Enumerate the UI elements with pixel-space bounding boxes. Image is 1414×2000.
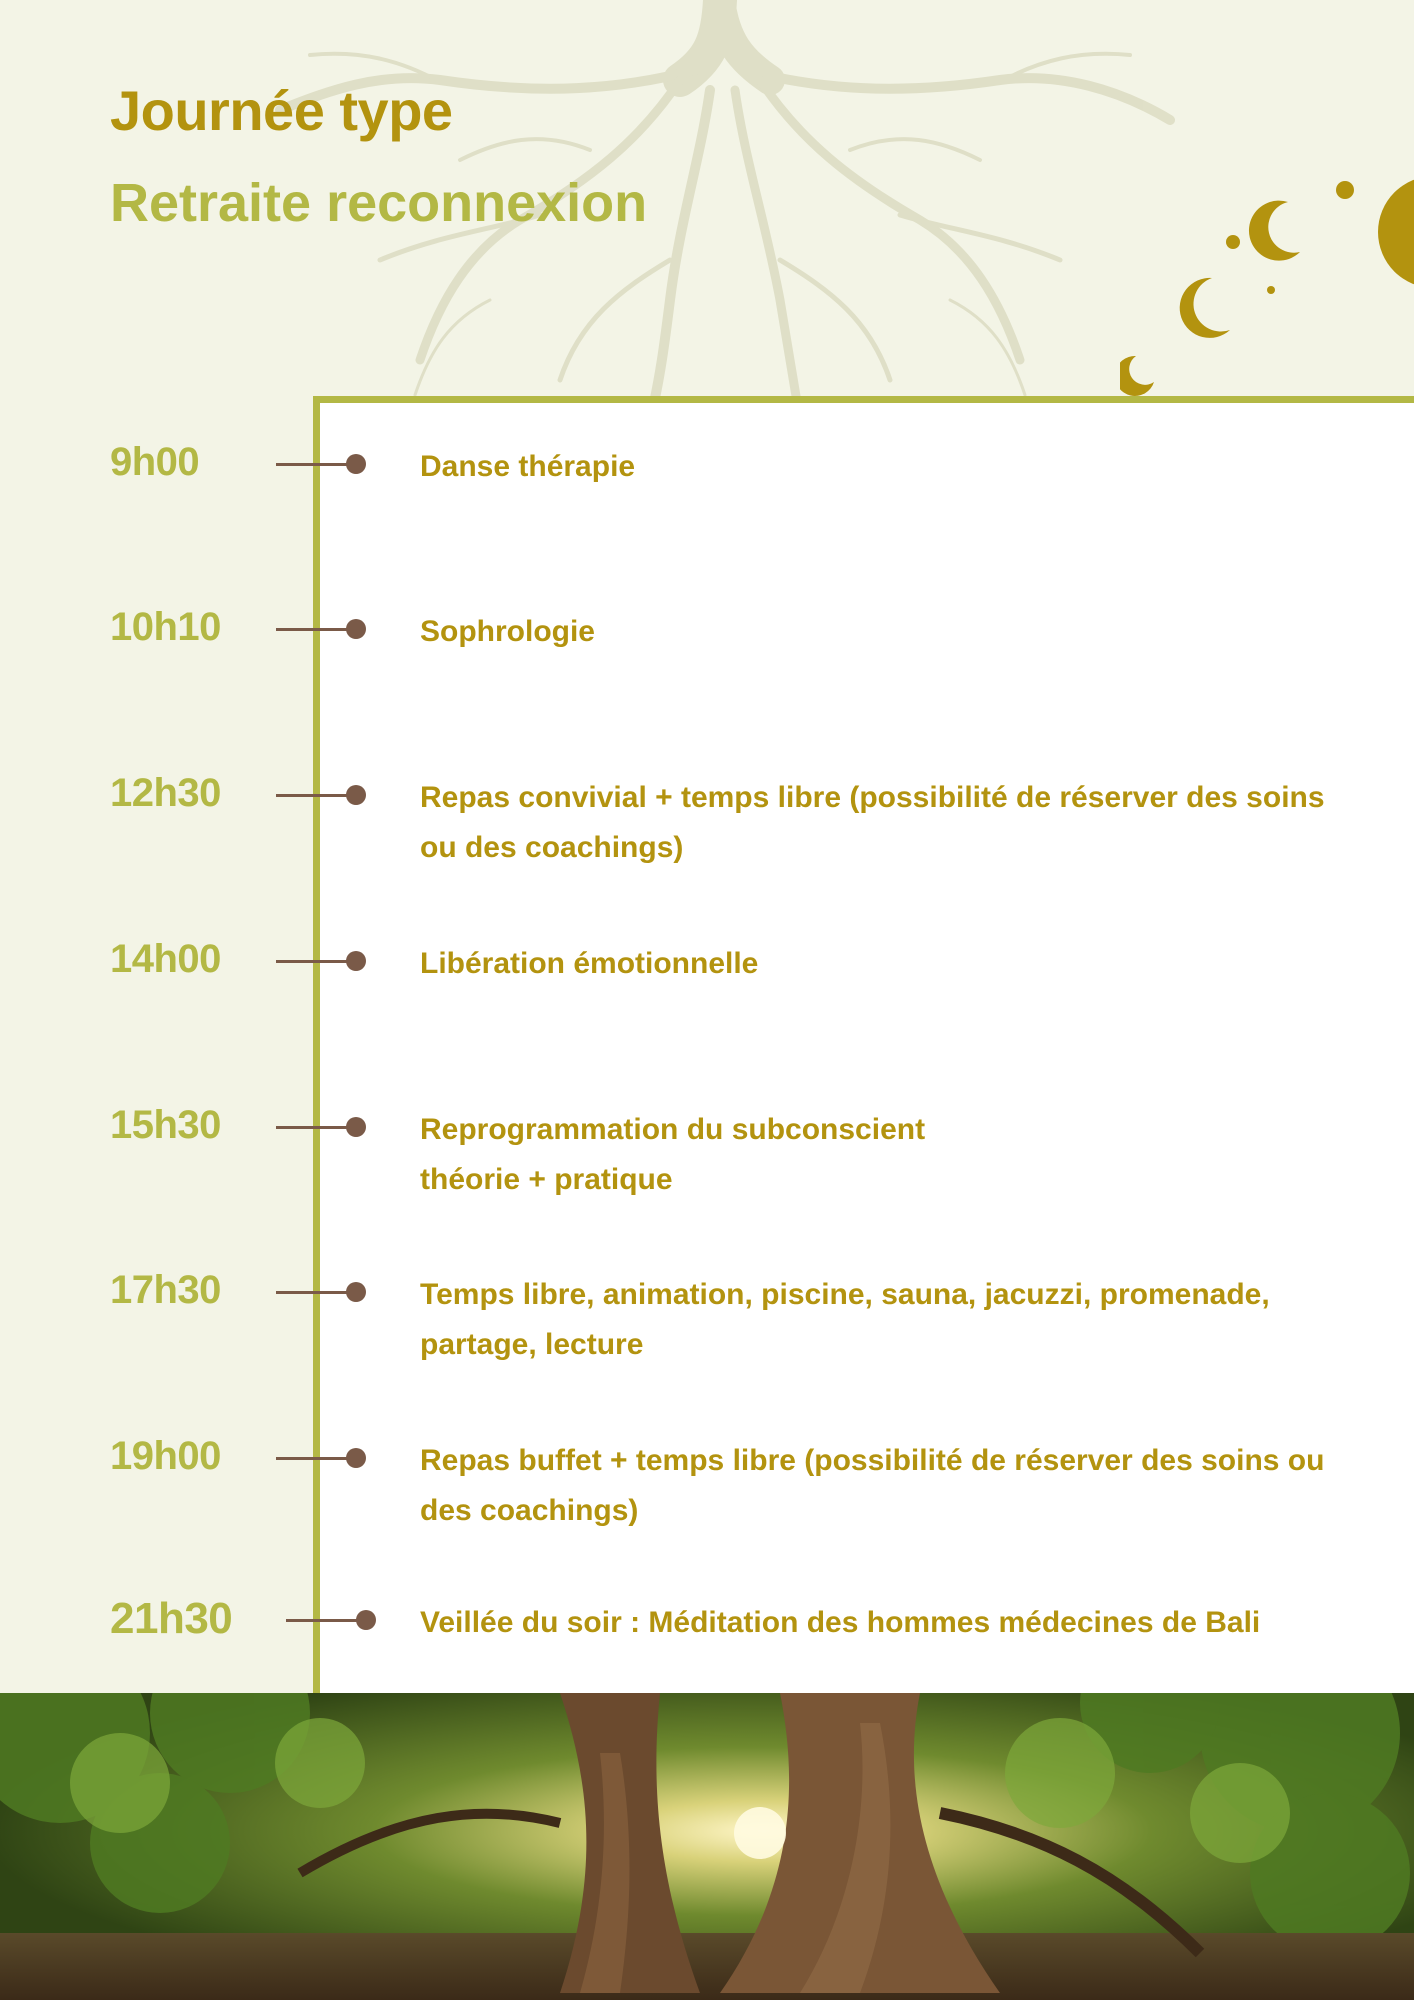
entry-activity: Repas buffet + temps libre (possibilité de réserver des soins ou des coachings): [420, 1444, 1325, 1527]
timeline-connector: [276, 463, 356, 466]
timeline-connector: [276, 1291, 356, 1294]
timeline-connector: [276, 794, 356, 797]
timeline-dot: [346, 619, 366, 639]
entry-activity: Temps libre, animation, piscine, sauna, jacuzzi, promenade, partage, lecture: [420, 1278, 1270, 1361]
timeline-dot: [346, 785, 366, 805]
schedule-entry: [0, 1268, 1414, 1372]
schedule-entry: [0, 1103, 1414, 1207]
page-title: Journée type: [110, 79, 453, 142]
schedule-entry: [0, 605, 1414, 709]
page-subtitle: Retraite reconnexion: [110, 173, 648, 233]
schedule-entry: [0, 440, 1414, 544]
entry-time: 12h30: [110, 771, 221, 815]
schedule-entry: [0, 771, 1414, 875]
entry-activity: Repas convivial + temps libre (possibilité de réserver des soins ou des coachings): [420, 781, 1325, 864]
entry-activity: Libération émotionnelle: [420, 947, 759, 980]
entry-time: 17h30: [110, 1268, 221, 1312]
entry-time: 19h00: [110, 1434, 221, 1478]
entry-activity: Veillée du soir : Méditation des hommes médecines de Bali: [420, 1606, 1261, 1639]
entry-time: 9h00: [110, 440, 200, 484]
timeline-dot: [346, 454, 366, 474]
timeline-connector: [276, 960, 356, 963]
entry-activity: Reprogrammation du subconscient théorie + pratique: [420, 1113, 926, 1196]
schedule-entry: [0, 1594, 1414, 1702]
entry-activity: Danse thérapie: [420, 450, 636, 483]
timeline-connector: [276, 628, 356, 631]
timeline-dot: [346, 1117, 366, 1137]
schedule-entry: [0, 1434, 1414, 1538]
entry-time: 15h30: [110, 1103, 221, 1147]
timeline-connector: [286, 1619, 366, 1622]
timeline-dot: [346, 1448, 366, 1468]
schedule-entry: [0, 937, 1414, 1041]
timeline-dot: [356, 1610, 376, 1630]
timeline-connector: [276, 1126, 356, 1129]
timeline-dot: [346, 951, 366, 971]
timeline-connector: [276, 1457, 356, 1460]
entry-time: 14h00: [110, 937, 221, 981]
entry-activity: Sophrologie: [420, 615, 595, 648]
entry-time: 10h10: [110, 605, 221, 649]
forest-trees-photo: [0, 1693, 1414, 2000]
entry-time: 21h30: [110, 1594, 233, 1643]
timeline-dot: [346, 1282, 366, 1302]
